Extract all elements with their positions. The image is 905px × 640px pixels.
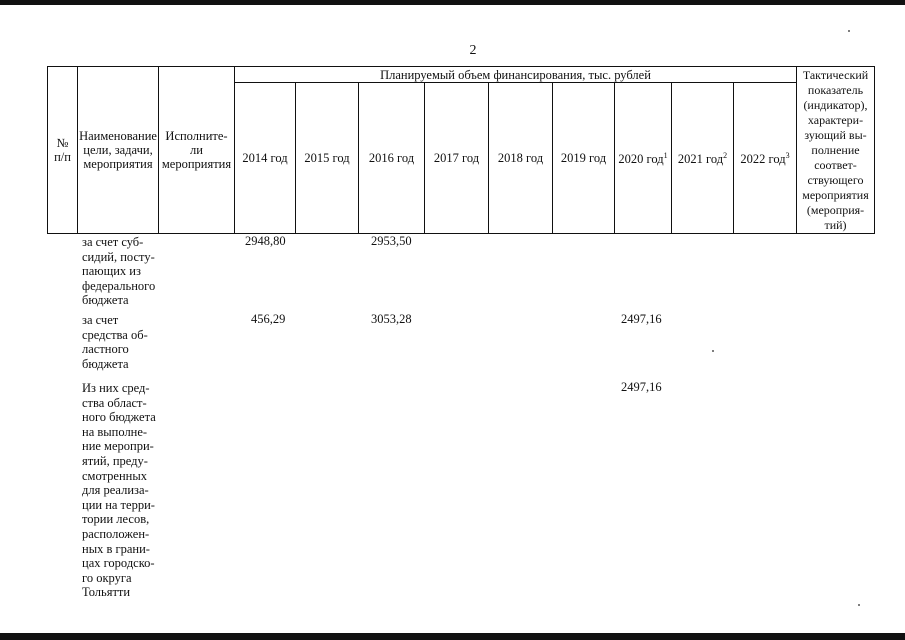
year-label: 2022 год [740, 152, 786, 167]
footnote-marker: 1 [663, 151, 668, 161]
header-year-3 [359, 83, 425, 234]
header-col-indicator: Тактический показатель (индикатор), характери-зующий вы-полнение соответ-ствующего мероприятия (мероприя-тий) [797, 67, 875, 234]
footnote-marker: 2 [723, 151, 728, 161]
scan-speck [712, 350, 714, 352]
header-year-9 [734, 83, 797, 234]
year-label: 2019 год [560, 151, 607, 165]
header-year-2 [296, 83, 359, 234]
row-1-2016: 2953,50 [371, 234, 412, 248]
page-number: 2 [469, 43, 477, 58]
top-border-rule [0, 0, 905, 5]
bottom-border-rule [0, 633, 905, 640]
year-label: 2015 год [304, 151, 350, 165]
scan-speck [858, 604, 860, 606]
header-year-6 [553, 83, 615, 234]
header-col-executors: Исполните-ли мероприятия [159, 67, 235, 234]
header-year-7 [615, 83, 672, 234]
row-1-2014: 2948,80 [245, 234, 286, 248]
header-year-8 [672, 83, 734, 234]
header-year-5 [489, 83, 553, 234]
row-2-2014: 456,29 [251, 312, 286, 326]
year-label: 2014 год [242, 151, 288, 165]
row-2-name: за счет средства об-ластного бюджета [82, 313, 148, 371]
footnote-marker: 3 [785, 151, 790, 161]
year-label: 2017 год [433, 151, 480, 165]
row-2-2020: 2497,16 [621, 312, 662, 326]
row-3-2020: 2497,16 [621, 380, 662, 394]
year-label: 2016 год [368, 151, 415, 165]
header-col-name: Наименование цели, задачи, мероприятия [78, 67, 159, 234]
row-3-name: Из них сред-ства област-ного бюджета на выполне-ние меропри-ятий, преду-смотренных для реализа-ции на терри-тории лесов, расположен-ных в грани-цах городско-го округа Тольятти [82, 381, 156, 600]
year-label: 2018 год [497, 151, 544, 165]
row-2-2016: 3053,28 [371, 312, 412, 326]
header-financing-title: Планируемый объем финансирования, тыс. рублей [235, 67, 797, 83]
table-header [47, 66, 875, 234]
year-label: 2021 год [677, 152, 724, 167]
header-year-4 [425, 83, 489, 234]
row-1-name: за счет суб-сидий, посту-пающих из федерального бюджета [82, 235, 156, 308]
year-label: 2020 год [618, 152, 664, 167]
header-col-number: № п/п [48, 67, 78, 234]
header-year-1 [235, 83, 296, 234]
scan-speck [848, 30, 850, 32]
